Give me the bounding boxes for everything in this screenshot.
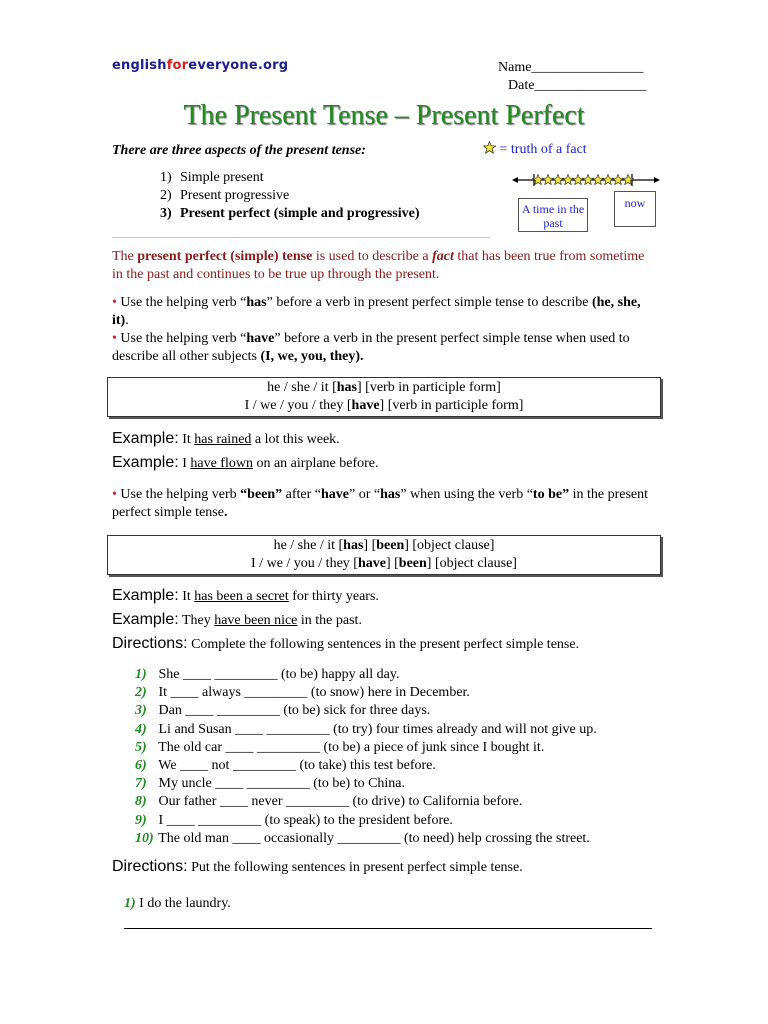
directions-text: Put the following sentences in present perfect simple tense. (187, 860, 523, 875)
example-text: for thirty years. (288, 589, 379, 604)
exercise-item (135, 721, 597, 739)
bullet-bold: has (246, 295, 267, 310)
exercise-item (135, 666, 597, 684)
bullet-dot: • (112, 487, 121, 502)
aspect-item (160, 205, 420, 223)
bullet-bold: (I, we, you, they). (260, 349, 364, 364)
aspect-text: Simple present (180, 170, 264, 185)
definition (112, 248, 652, 284)
bullet-dot: • (112, 331, 121, 346)
aspect-number: 1) (160, 170, 172, 185)
exercise-number: 6) (135, 758, 147, 774)
exercise-text: It ____ always _________ (to snow) here in December. (158, 685, 470, 701)
directions-label: Directions: (112, 635, 188, 652)
example-label: Example: (112, 611, 179, 628)
formula-text: he / she / it [ (273, 538, 344, 553)
bullet-bold: . (223, 505, 228, 520)
formula-bold: has (336, 380, 357, 395)
bullet-text: ” when using the verb “ (400, 487, 533, 502)
exercise-number: 4) (135, 721, 147, 737)
directions-text: Complete the following sentences in the present perfect simple tense. (187, 637, 580, 652)
formula-bold: been (376, 538, 405, 553)
bullet-bold: (he, she, it) (112, 295, 641, 328)
star-icon (583, 175, 593, 185)
formula-bold: been (398, 556, 427, 571)
example-text: It (178, 432, 195, 447)
exercise-number: 5) (135, 739, 147, 755)
aspect-text: Present perfect (simple and progressive) (180, 206, 420, 221)
logo-part: for (166, 58, 189, 73)
bullet-text: in the present perfect simple tense (112, 487, 649, 520)
exercise-number: 1) (135, 667, 147, 682)
directions-2 (112, 858, 523, 876)
formula-text: ] [object clause] (404, 538, 495, 553)
exercise-text: Our father ____ never _________ (to drive) to California before. (158, 794, 523, 810)
example (112, 454, 379, 472)
now-box: now (614, 191, 656, 227)
example-text: It (178, 589, 195, 604)
formula-text: I / we / you / they [ (244, 398, 352, 413)
exercise-item (135, 812, 597, 830)
star-icon (483, 141, 496, 154)
exercise-text: My uncle ____ _________ (to be) to China. (158, 776, 406, 792)
example-text: I (178, 456, 191, 471)
bullet-been (112, 486, 660, 522)
bullet-bold: have (321, 487, 350, 502)
divider (112, 237, 490, 238)
formula-text: I / we / you / they [ (251, 556, 358, 571)
aspects-list (160, 169, 420, 223)
formula-box (107, 377, 661, 417)
bullet-has (112, 294, 660, 330)
example-text: a lot this week. (251, 432, 340, 447)
bullet-text: ” before a verb in the present perfect simple tense when used to describe all other subjects (112, 331, 630, 364)
legend (483, 141, 587, 158)
star-icon (553, 175, 563, 185)
past-time-box: A time in the past (518, 198, 588, 232)
example-underlined: has rained (194, 432, 252, 447)
exercise-number: 2) (135, 685, 147, 701)
formula-line (108, 537, 660, 555)
formula-text: ] [ (385, 556, 399, 571)
star-icon (603, 175, 613, 185)
aspect-number: 3) (160, 206, 172, 221)
timeline-diagram (512, 168, 660, 192)
rewrite-number: 1) (124, 896, 136, 911)
def-text: that has been true from sometime in the past and continues to be true up through the present. (112, 249, 645, 282)
exercise-text: I ____ _________ (to speak) to the president before. (158, 812, 453, 828)
exercise-text: Dan ____ _________ (to be) sick for three days. (158, 703, 431, 719)
bullet-text: Use the helping verb “ (120, 295, 247, 310)
name-field: Name________________ (498, 60, 644, 75)
formula-text: ] [verb in participle form] (357, 380, 501, 395)
exercise-number: 7) (135, 776, 147, 792)
example-text: They (178, 613, 215, 628)
star-icon (593, 175, 603, 185)
example (112, 430, 340, 448)
bullet-text: Use the helping verb “ (120, 331, 247, 346)
exercise-text: The old car ____ _________ (to be) a piece of junk since I bought it. (158, 739, 545, 755)
exercise-item (135, 702, 597, 720)
example-label: Example: (112, 587, 179, 604)
bullet-text: . (125, 313, 129, 328)
directions-label: Directions: (112, 858, 188, 875)
star-icon (573, 175, 583, 185)
example-text: on an airplane before. (252, 456, 379, 471)
page-title: The Present Tense – Present Perfect (183, 100, 585, 131)
example (112, 611, 362, 629)
def-text: is used to describe a (312, 249, 433, 264)
exercise-text: The old man ____ occasionally _________ (to need) help crossing the street. (158, 830, 590, 846)
def-fact: fact (432, 249, 454, 264)
star-icon (563, 175, 573, 185)
example-label: Example: (112, 430, 179, 447)
example-underlined: have flown (190, 456, 253, 471)
formula-line (108, 555, 660, 573)
exercise-number: 8) (135, 794, 147, 810)
bullet-bold: “been” (240, 487, 283, 502)
bullet-dot: • (112, 295, 121, 310)
exercise-item (135, 775, 597, 793)
logo-part: english (112, 58, 167, 73)
bullet-bold: has (380, 487, 401, 502)
exercise-text: She ____ _________ (to be) happy all day. (158, 667, 400, 682)
bullet-have (112, 330, 660, 366)
exercise-item (135, 830, 597, 848)
formula-text: ] [object clause] (426, 556, 517, 571)
formula-text: ] [verb in participle form] (379, 398, 524, 413)
exercise-number: 9) (135, 812, 147, 828)
aspect-text: Present progressive (180, 188, 290, 203)
intro-text: There are three aspects of the present tense: (112, 143, 366, 158)
star-icon (613, 175, 623, 185)
exercise-number: 3) (135, 703, 147, 719)
exercise-text: Li and Susan ____ _________ (to try) four times already and will not give up. (158, 721, 597, 737)
answer-line[interactable] (124, 928, 652, 929)
formula-text: he / she / it [ (267, 380, 337, 395)
example (112, 587, 379, 605)
star-icon (543, 175, 553, 185)
def-term: present perfect (simple) tense (137, 249, 313, 264)
rewrite-text: I do the laundry. (139, 896, 231, 911)
formula-line (108, 379, 660, 397)
formula-box (107, 535, 661, 575)
formula-bold: has (343, 538, 364, 553)
exercise-list (135, 666, 597, 848)
bullet-text: ” or “ (349, 487, 381, 502)
bullet-bold: have (246, 331, 275, 346)
aspect-item (160, 187, 420, 205)
exercise-text: We ____ not _________ (to take) this test before. (158, 758, 436, 774)
aspect-number: 2) (160, 188, 172, 203)
exercise-item (135, 793, 597, 811)
directions-1 (112, 635, 579, 653)
example-label: Example: (112, 454, 179, 471)
formula-bold: have (357, 556, 386, 571)
bullet-text: Use the helping verb (120, 487, 241, 502)
exercise-item (135, 684, 597, 702)
example-text: in the past. (297, 613, 362, 628)
legend-text: = truth of a fact (499, 142, 587, 157)
aspect-item (160, 169, 420, 187)
logo-part: everyone.org (188, 58, 289, 73)
formula-bold: have (351, 398, 380, 413)
def-text: The (112, 249, 138, 264)
exercise-item (135, 739, 597, 757)
exercise-item (135, 757, 597, 775)
date-field: Date________________ (508, 78, 647, 93)
site-logo (112, 58, 288, 73)
example-underlined: has been a secret (194, 589, 289, 604)
exercise-number: 10) (135, 830, 154, 846)
formula-line (108, 397, 660, 415)
bullet-text: after “ (282, 487, 322, 502)
example-underlined: have been nice (214, 613, 298, 628)
bullet-text: ” before a verb in present perfect simple tense to describe (266, 295, 592, 310)
bullet-bold: to be” (532, 487, 570, 502)
rewrite-item (124, 896, 231, 912)
formula-text: ] [ (363, 538, 377, 553)
